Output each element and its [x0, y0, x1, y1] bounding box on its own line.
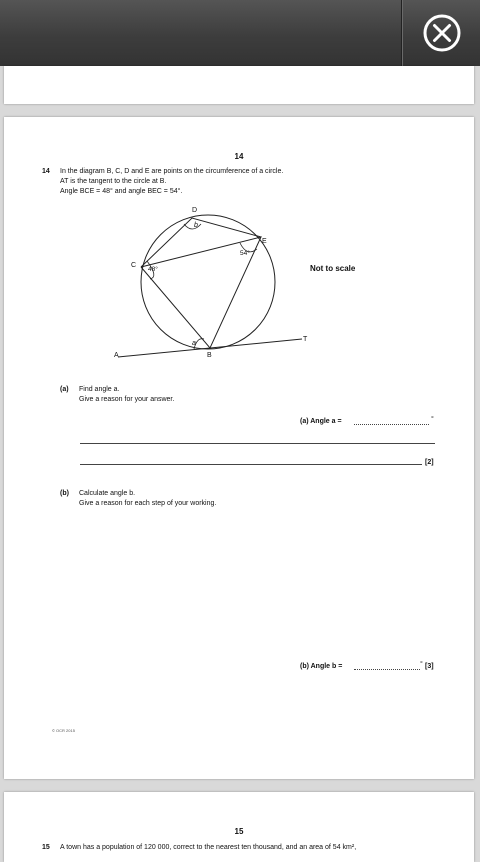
- angle-e-label: 54°: [240, 250, 250, 257]
- part-b-label: (b): [60, 490, 69, 497]
- reason-line-2[interactable]: [80, 464, 422, 465]
- part-b-unit: °: [420, 661, 423, 668]
- part-b-marks: [3]: [425, 663, 434, 670]
- part-b-instruction1: Calculate angle b.: [79, 490, 136, 497]
- part-a-answer-prompt: (a) Angle a =: [300, 418, 342, 425]
- part-b-answer-line[interactable]: [354, 669, 420, 670]
- part-a-answer-line[interactable]: [354, 424, 429, 425]
- part-b-answer-prompt: (b) Angle b =: [300, 663, 343, 670]
- not-to-scale-note: Not to scale: [310, 264, 356, 273]
- circle-diagram: [4, 117, 474, 377]
- point-c-label: C: [131, 262, 137, 269]
- part-b-instruction2: Give a reason for each step of your working.: [79, 500, 217, 507]
- part-a-instruction2: Give a reason for your answer.: [79, 396, 175, 403]
- point-e-label: E: [262, 238, 267, 245]
- page-number: 14: [234, 152, 244, 161]
- page-number-15: 15: [234, 827, 244, 836]
- question-15-text: A town has a population of 120 000, correct to the nearest ten thousand, and an area of 54 km²,: [60, 844, 357, 851]
- part-a-marks: [2]: [425, 459, 434, 466]
- angle-b-label: b: [194, 222, 198, 229]
- angle-a-label: a: [192, 340, 196, 347]
- point-d-label: D: [192, 207, 198, 214]
- viewer-toolbar: [0, 0, 480, 66]
- part-a-unit: °: [431, 416, 434, 423]
- point-t-label: T: [303, 336, 308, 343]
- angle-c-label: 48°: [148, 266, 158, 273]
- close-button[interactable]: [401, 0, 480, 66]
- question-number: 14: [42, 168, 50, 175]
- part-a-instruction1: Find angle a.: [79, 386, 120, 393]
- question-intro-line3: Angle BCE = 48° and angle BEC = 54°.: [60, 188, 183, 195]
- angle-d-arc: [184, 224, 201, 229]
- question-intro-line1: In the diagram B, C, D and E are points on the circumference of a circle.: [60, 168, 284, 175]
- question-intro-line2: AT is the tangent to the circle at B.: [60, 178, 167, 185]
- point-a-label: A: [114, 352, 119, 359]
- copyright: © OCR 2015: [52, 728, 75, 733]
- question-number-15: 15: [42, 844, 50, 851]
- previous-page: [4, 66, 474, 104]
- close-circle-x-icon: [422, 13, 462, 53]
- part-a-label: (a): [60, 386, 69, 393]
- exam-page-14: [4, 117, 474, 779]
- reason-line-1[interactable]: [80, 443, 435, 444]
- point-b-label: B: [207, 352, 212, 359]
